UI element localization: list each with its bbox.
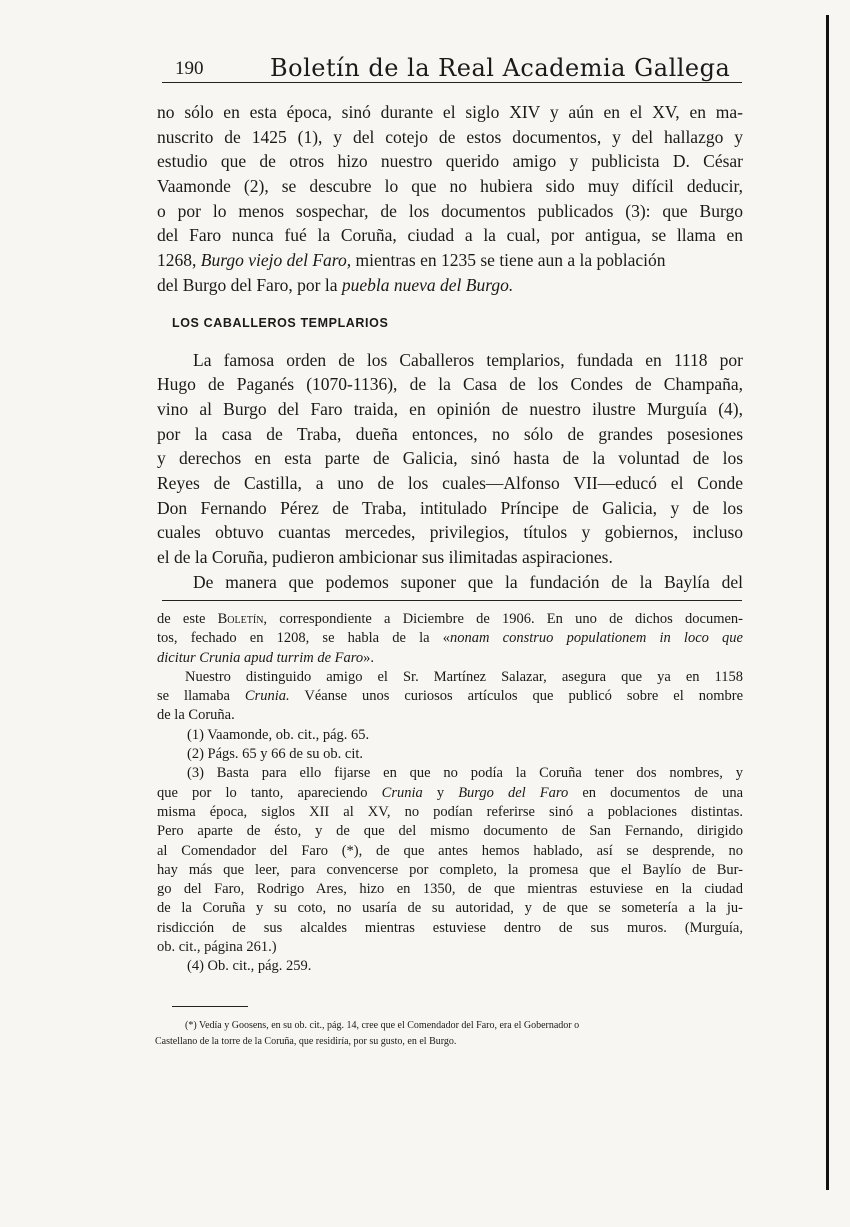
note-line: Pero aparte de ésto, y de que del mismo documento de San Fernando, dirigido bbox=[157, 823, 743, 840]
text-line: Hugo de Paganés (1070-1136), de la Casa de los Condes de Champaña, bbox=[157, 374, 743, 395]
footnote-star-line: Castellano de la torre de la Coruña, que residiría, por su gusto, en el Burgo. bbox=[155, 1036, 457, 1047]
note-line: dicitur Crunia apud turrim de Faro». bbox=[157, 649, 374, 666]
text-line: cuales obtuvo cuantas mercedes, privilegios, títulos y gobiernos, incluso bbox=[157, 522, 743, 543]
page-number: 190 bbox=[175, 58, 204, 79]
text-line: Vaamonde (2), se descubre lo que no hubiera sido muy difícil deducir, bbox=[157, 176, 743, 197]
footnote-star-line: (*) Vedía y Goosens, en su ob. cit., pág. 14, cree que el Comendador del Faro, era el Gobernador o bbox=[185, 1020, 580, 1031]
text-line: o por lo menos sospechar, de los documentos publicados (3): que Burgo bbox=[157, 200, 743, 221]
header-rule bbox=[162, 82, 742, 83]
text-line: del Burgo del Faro, por la puebla nueva del Burgo. bbox=[157, 274, 514, 295]
text-line: estudio que de otros hizo nuestro querido amigo y publicista D. César bbox=[157, 151, 743, 172]
text-line: y derechos en esta parte de Galicia, sinó hasta de la voluntad de los bbox=[157, 448, 743, 469]
text-line: La famosa orden de los Caballeros templarios, fundada en 1118 por bbox=[193, 349, 743, 370]
note-line: risdicción de sus alcaldes mientras estuviese dentro de sus muros. (Murguía, bbox=[157, 919, 743, 936]
note-line: misma época, siglos XII al XV, no podían referirse sinó a poblaciones distintas. bbox=[157, 803, 743, 820]
page-edge-line bbox=[826, 15, 829, 1190]
text-line: del Faro nunca fué la Coruña, ciudad a la cual, por antigua, se llama en bbox=[157, 225, 743, 246]
note-1: (1) Vaamonde, ob. cit., pág. 65. bbox=[187, 726, 370, 743]
note-2: (2) Págs. 65 y 66 de su ob. cit. bbox=[187, 746, 363, 763]
text-line: nuscrito de 1425 (1), y del cotejo de estos documentos, y del hallazgo y bbox=[157, 126, 743, 147]
note-4: (4) Ob. cit., pág. 259. bbox=[187, 958, 312, 975]
note-line: de la Coruña y su coto, no usaría de su autoridad, y de que se sometería a la ju- bbox=[157, 900, 743, 917]
note-line: hay más que leer, para convencerse por completo, la promesa que el Baylío de Bur- bbox=[157, 861, 743, 878]
note-3: (3) Basta para ello fijarse en que no podía la Coruña tener dos nombres, y bbox=[187, 765, 743, 782]
text-line: De manera que podemos suponer que la fundación de la Baylía del bbox=[193, 571, 743, 592]
note-line: que por lo tanto, apareciendo Crunia y Burgo del Faro en documentos de una bbox=[157, 784, 744, 801]
note-line: ob. cit., página 261.) bbox=[157, 939, 277, 956]
text-line: por la casa de Traba, dueña entonces, no sólo de grandes posesiones bbox=[157, 423, 743, 444]
text-line: Reyes de Castilla, a uno de los cuales—Alfonso VII—educó el Conde bbox=[157, 472, 743, 493]
note-line: Nuestro distinguido amigo el Sr. Martínez Salazar, asegura que ya en 1158 bbox=[185, 668, 743, 685]
footnote-star bbox=[155, 1018, 755, 1050]
note-line: tos, fechado en 1208, se habla de la «nonam construo populationem in loco que bbox=[157, 630, 743, 647]
text-line: el de la Coruña, pudieron ambicionar sus ilimitadas aspiraciones. bbox=[157, 547, 613, 567]
note-line: de este Boletín, correspondiente a Diciembre de 1906. En uno de dichos documen- bbox=[157, 611, 743, 627]
footnotes bbox=[157, 610, 743, 977]
text-line: Don Fernando Pérez de Traba, intitulado Príncipe de Galicia, y de los bbox=[157, 497, 743, 518]
text-line: vino al Burgo del Faro traida, en opinión de nuestro ilustre Murguía (4), bbox=[157, 398, 743, 419]
running-title: Boletín de la Real Academia Gallega bbox=[270, 54, 731, 82]
footnote-rule bbox=[162, 600, 742, 601]
text-line: 1268, Burgo viejo del Faro, mientras en 1235 se tiene aun a la población bbox=[157, 250, 666, 271]
page-header bbox=[170, 52, 742, 82]
note-line: se llamaba Crunia. Véanse unos curiosos artículos que publicó sobre el nombre bbox=[157, 688, 743, 705]
body-text bbox=[157, 100, 743, 594]
note-line: go del Faro, Rodrigo Ares, hizo en 1350, de que mientras estuviese en la ciudad bbox=[157, 881, 743, 898]
footnote-star-rule bbox=[172, 1006, 248, 1007]
note-line: de la Coruña. bbox=[157, 707, 235, 724]
section-title: LOS CABALLEROS TEMPLARIOS bbox=[172, 315, 389, 330]
text-line: no sólo en esta época, sinó durante el siglo XIV y aún en el XV, en ma- bbox=[157, 102, 743, 122]
note-line: al Comendador del Faro (*), de que antes hemos hablado, así se desprende, no bbox=[157, 842, 743, 859]
